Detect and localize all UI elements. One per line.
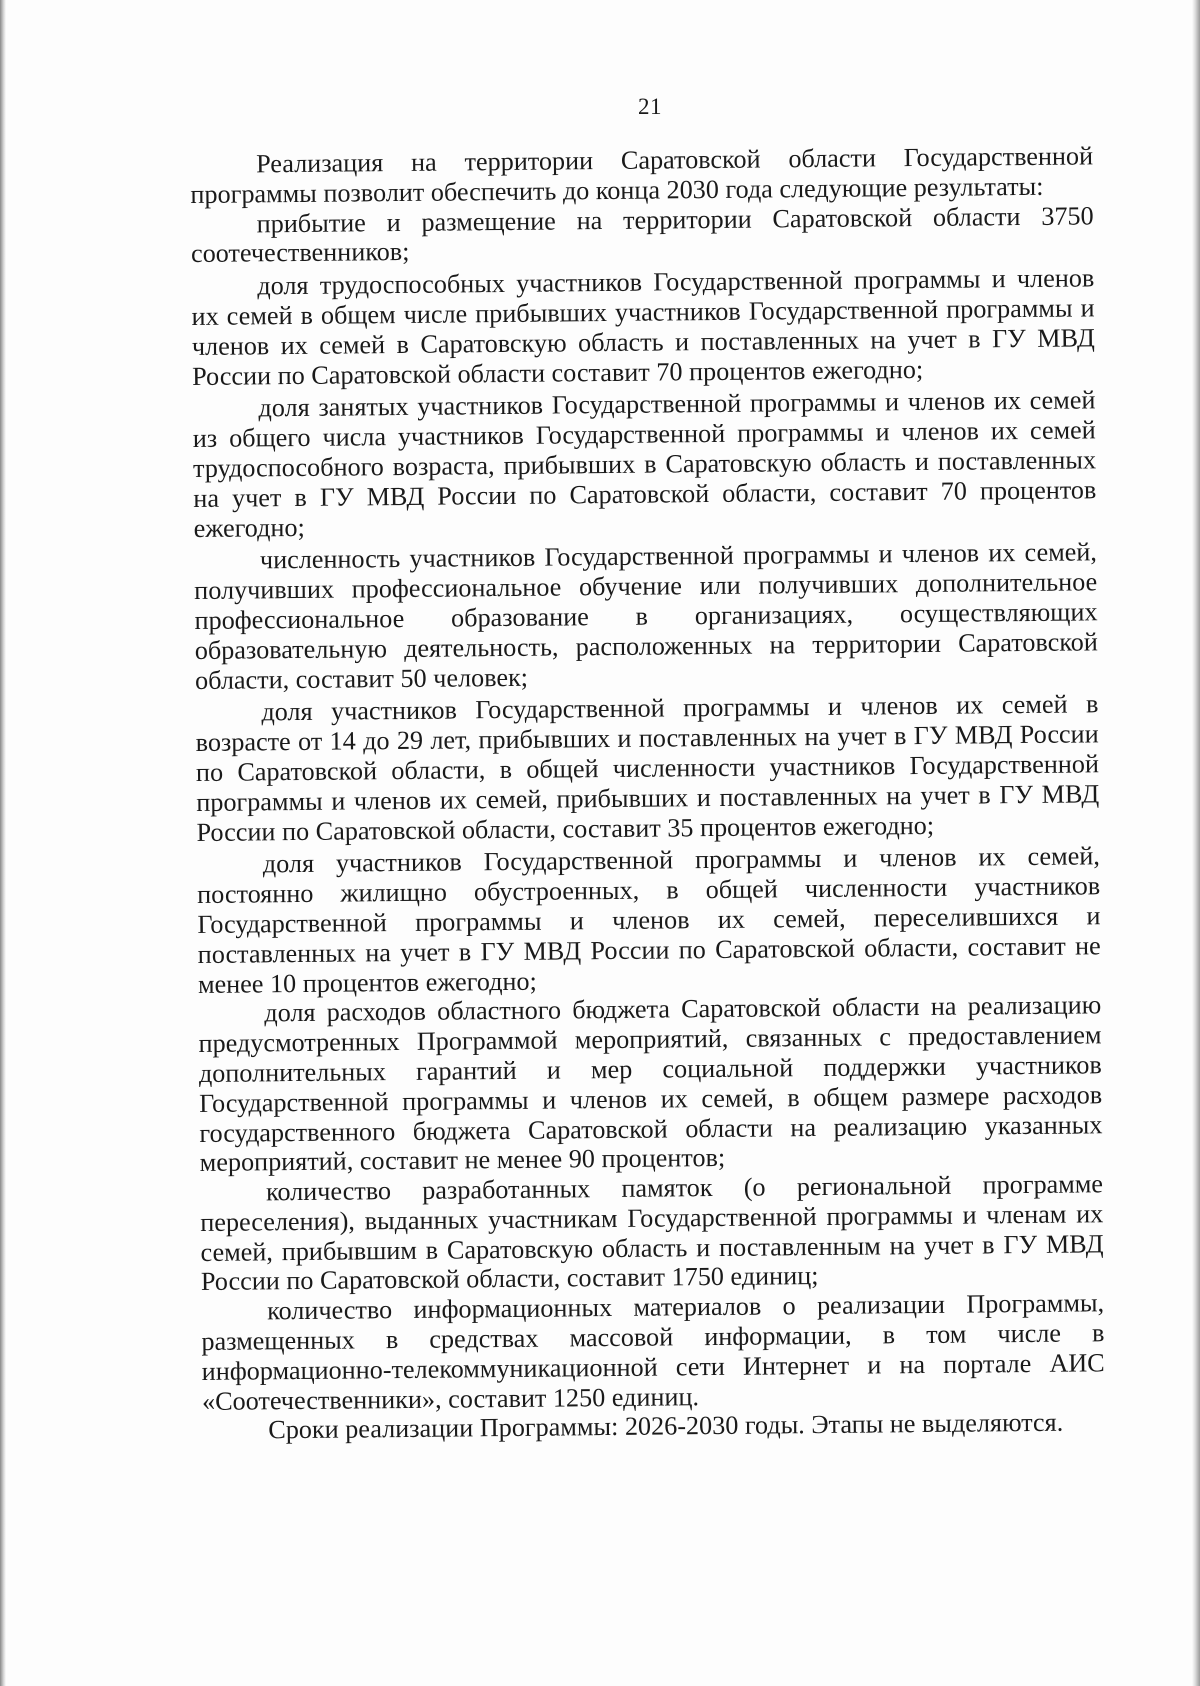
paragraph-budget-share: доля расходов областного бюджета Саратовской области на реализацию предусмотренных Программой мероприятий, связанных с предоставлением дополнительных гарантий и мер социальной поддержки участников Государственной программы и членов их семей, в общем размере расходов государственного бюджета Саратовской области на реализацию указанных мероприятий, составит не менее 90 процентов; bbox=[198, 990, 1103, 1178]
paragraph-able-bodied-share: доля трудоспособных участников Государственной программы и членов их семей в общем числе прибывших участников Государственной программы и членов их семей в Саратовскую область и поставленных на учет в ГУ МВД России по Саратовской области составит 70 процентов ежегодно; bbox=[191, 263, 1095, 391]
paragraph-timeline: Сроки реализации Программы: 2026-2030 годы. Этапы не выделяются. bbox=[268, 1408, 1064, 1445]
page-number: 21 bbox=[638, 94, 662, 119]
paragraph-employed-share: доля занятых участников Государственной программы и членов их семей из общего числа участников Государственной программы и членов их семей трудоспособного возраста, прибывших в Саратовскую область и поставленных на учет в ГУ МВД России по Саратовской области, составит 70 процентов ежегодно; bbox=[192, 385, 1097, 543]
paragraph-arrivals: прибытие и размещение на территории Саратовской области 3750 соотечественников; bbox=[190, 200, 1094, 269]
scan-edge-right bbox=[1192, 0, 1200, 1686]
paragraph-memo-count: количество разработанных памяток (о региональной программе переселения), выданных участникам Государственной программы и членам их семей, прибывшим в Саратовскую область и поставленным на учет в ГУ МВД России по Саратовской области, составит 1750 единиц; bbox=[200, 1169, 1104, 1297]
paragraph-intro: Реализация на территории Саратовской области Государственной программы позволит обеспечить до конца 2030 года следующие результаты: bbox=[190, 141, 1094, 209]
paragraph-training-count: численность участников Государственной программы и членов их семей, получивших профессиональное обучение или получивших дополнительное профессиональное образование в организациях, осуществляющих образовательную деятельность, расположенных на территории Саратовской области, составит 50 человек; bbox=[194, 537, 1098, 695]
paragraph-housing-share: доля участников Государственной программы и членов их семей, постоянно жилищно обустроенных, в общей численности участников Государственной программы и членов их семей, переселившихся и поставленных на учет в ГУ МВД России по Саратовской области, составит не менее 10 процентов ежегодно; bbox=[197, 841, 1101, 999]
document-body bbox=[190, 141, 1105, 1446]
paragraph-youth-share: доля участников Государственной программы и членов их семей в возрасте от 14 до 29 лет, прибывших и поставленных на учет в ГУ МВД России по Саратовской области, в общей численности участников Государственной программы и членов их семей, прибывших и поставленных на учет в ГУ МВД России по Саратовской области, составит 35 процентов ежегодно; bbox=[195, 689, 1100, 847]
scan-edge-left bbox=[0, 0, 6, 1686]
paragraph-media-count: количество информационных материалов о реализации Программы, размещенных в средствах массовой информации, в том числе в информационно-телекоммуникационной сети Интернет и на портале АИС «Соотечественники», составит 1250 единиц. bbox=[201, 1288, 1105, 1416]
